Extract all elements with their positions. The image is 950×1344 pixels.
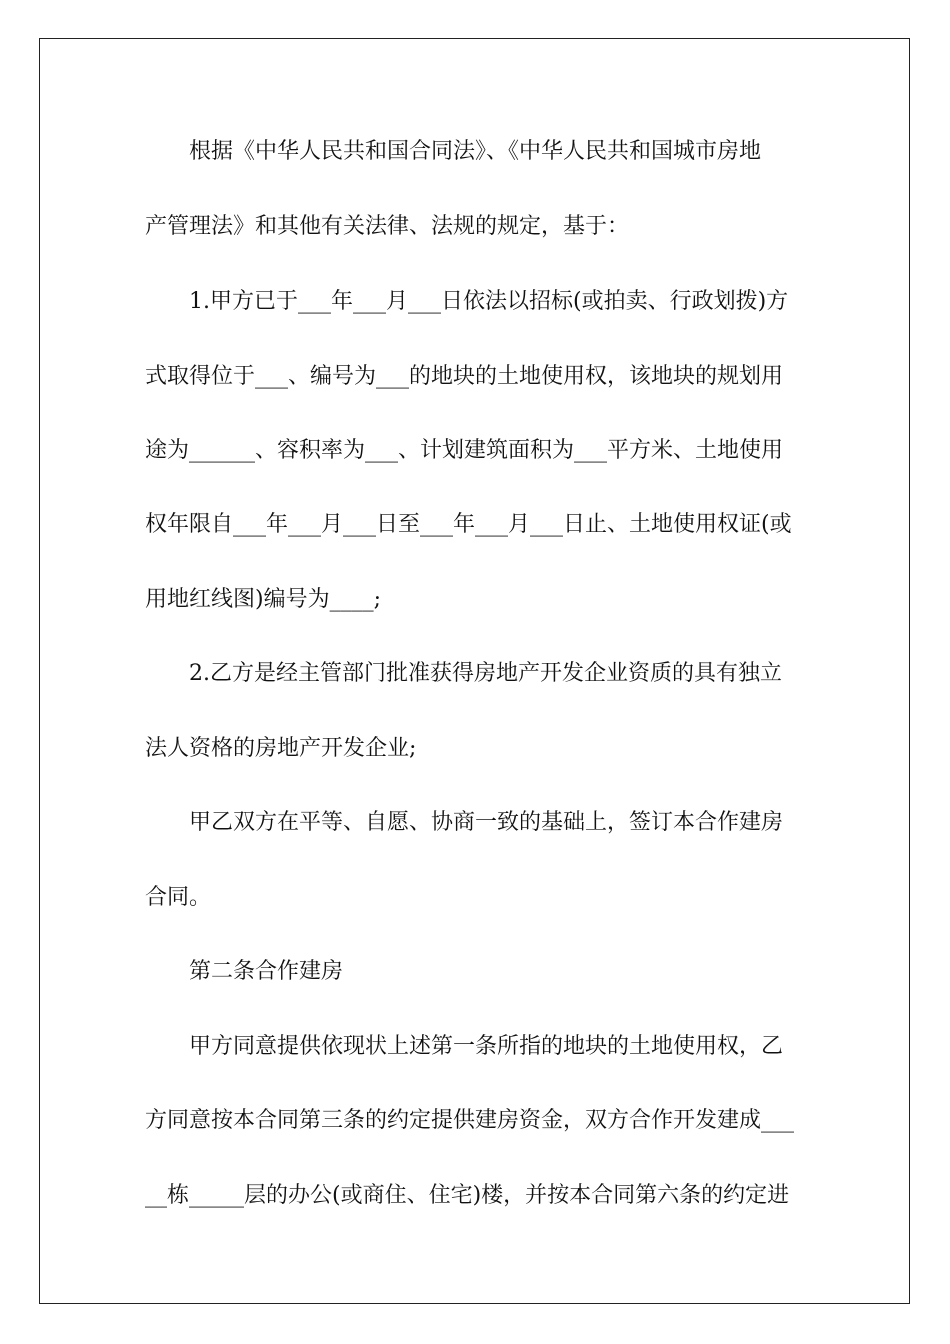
section-heading: 第二条合作建房 bbox=[189, 959, 344, 984]
text-line: __栋_____层的办公(或商住、住宅)楼，并按本合同第六条的约定进 bbox=[145, 1183, 790, 1208]
text-line: 权年限自___年___月___日至___年___月___日止、土地使用权证(或 bbox=[145, 512, 792, 537]
text-line: 2.乙方是经主管部门批准获得房地产开发企业资质的具有独立 bbox=[189, 661, 782, 686]
text-line: 合同。 bbox=[145, 885, 212, 910]
text-line: 甲方同意提供依现状上述第一条所指的地块的土地使用权，乙 bbox=[189, 1034, 784, 1059]
text-line: 法人资格的房地产开发企业; bbox=[145, 736, 417, 761]
text-line: 方同意按本合同第三条的约定提供建房资金，双方合作开发建成___ bbox=[145, 1108, 795, 1133]
text-line: 甲乙双方在平等、自愿、协商一致的基础上，签订本合作建房 bbox=[189, 810, 784, 835]
text-line: 式取得位于___、编号为___的地块的土地使用权，该地块的规划用 bbox=[145, 364, 784, 389]
text-line: 1.甲方已于___年___月___日依法以招标(或拍卖、行政划拨)方 bbox=[189, 289, 789, 314]
text-line: 根据《中华人民共和国合同法》、《中华人民共和国城市房地 bbox=[189, 139, 762, 164]
text-line: 用地红线图)编号为____; bbox=[145, 587, 381, 612]
text-line: 产管理法》和其他有关法律、法规的规定，基于： bbox=[145, 214, 630, 239]
text-line: 途为______、容积率为___、计划建筑面积为___平方米、土地使用 bbox=[145, 438, 784, 463]
